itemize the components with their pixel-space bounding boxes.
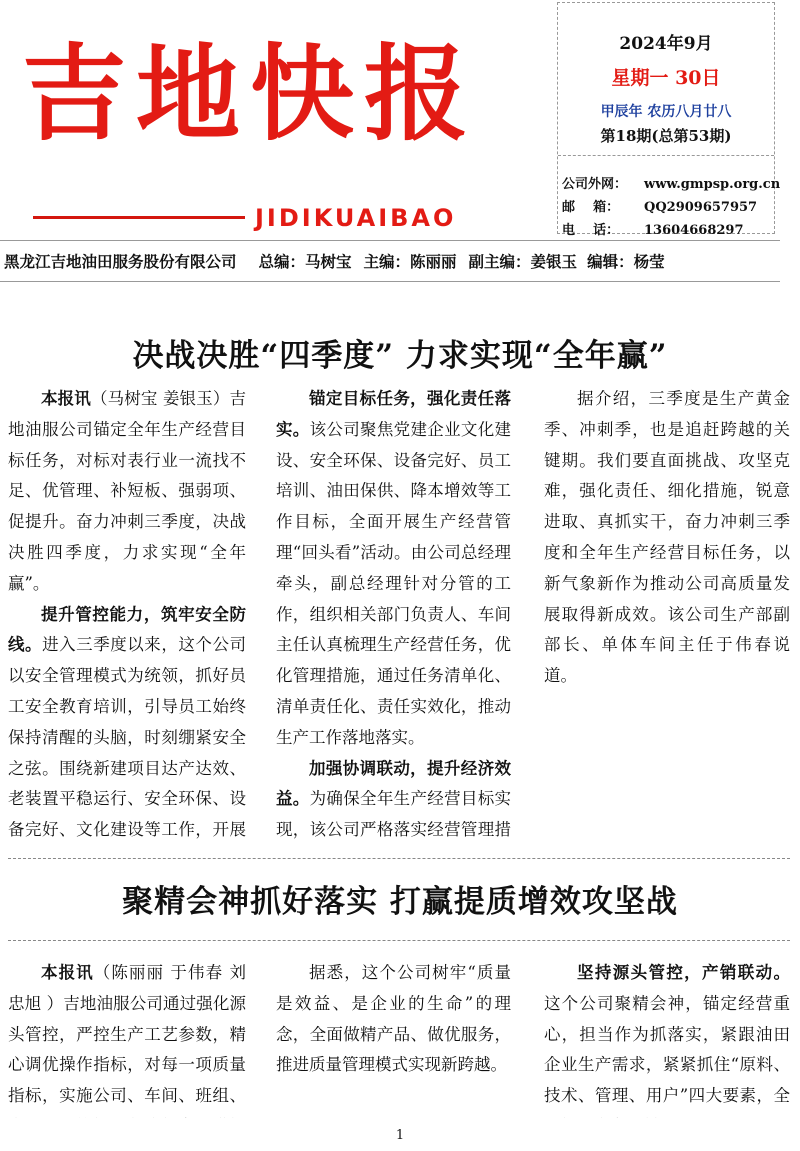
page-number: 1 [395, 1128, 405, 1143]
staff-bar [0, 240, 780, 282]
article1-lead-text: （马树宝 姜银玉）吉地油服公司锚定全年生产经营目标任务，对标对表行业一流找不足、优管理、补短板、强弱项、促提升。奋力冲刺三季度，决战决胜四季度，力求实现“全年赢”。 [8, 389, 246, 593]
newspaper-pinyin: JIDIKUAIBAO [255, 204, 457, 232]
phone-row [562, 219, 744, 238]
article2-column-2 [276, 958, 511, 1081]
article2-section2-body: 据悉，这个公司树牢“质量是效益、是企业的生命”的理念，全面做精产品、做优服务，推进质量管理模式实现新跨越。 [276, 963, 511, 1075]
article1-column-3 [544, 384, 790, 692]
article2-headline: 聚精会神抓好落实 打赢提质增效攻坚战 [122, 884, 678, 920]
issue-date: 2024年9月 [619, 34, 713, 54]
article1-section2-body: 进入三季度以来，这个公司以安全管理模式为统领，抓好员工安全教育培训，引导员工始终保持清醒的头脑，时刻绷紧安全之弦。围绕新建项目达产达效、老装置平稳运行、安全环保、设备完好、文化建设等工作，开展 [8, 635, 246, 840]
issue-number: 第18期(总第53期) [600, 127, 732, 145]
article-divider [8, 858, 790, 859]
masthead [0, 0, 800, 240]
article2-column-3 [544, 958, 790, 1118]
article2-lead-label: 本报讯 [41, 963, 94, 982]
website-value[interactable]: www.gmpsp.org.cn [644, 177, 781, 192]
article1-column-2 [276, 384, 511, 850]
company-name: 黑龙江吉地油田服务股份有限公司 [4, 252, 237, 271]
article1-section3-body: 该公司聚焦党建企业文化建设、安全环保、设备完好、员工培训、油田保供、降本增效等工作目标，全面开展生产经营管理“回头看”活动。由公司总经理牵头，副总经理针对分管的工作，组织相关部门负责人、车间主任认真梳理生产经营任务，优化管理措施，通过任务清单化、清单责任化、责任实效化，推动生产工作落地落实。 [276, 419, 511, 747]
phone-value: 13604668297 [644, 223, 744, 238]
chief-editor: 总编：马树宝 [258, 252, 352, 271]
website-label: 公司外网： [562, 177, 628, 192]
email-value[interactable]: QQ2909657957 [644, 200, 758, 215]
article1-section2-title: 提升管控能力，筑牢安全防线。 [8, 604, 246, 655]
email-label: 邮 箱： [562, 200, 620, 215]
article1-headline: 决战决胜“四季度” 力求实现“全年赢” [132, 338, 668, 374]
copy-editor: 编辑：杨莹 [587, 252, 665, 271]
article2-lead-text: （陈丽丽 于伟春 刘忠旭 ）吉地油服公司通过强化源头管控，严控生产工艺参数，精心调优操作指标，对每一项质量指标，实施公司、车间、班组、 [8, 963, 246, 1106]
article2-column-1 [8, 958, 246, 1118]
article2-section3-title: 坚持源头管控，产销联动。 [577, 963, 790, 982]
email-row [562, 196, 757, 215]
phone-label: 电 话： [562, 223, 620, 238]
article1-lead-label: 本报讯 [41, 389, 91, 408]
article2-top-divider [8, 940, 790, 941]
article1-section4-title: 加强协调联动，提升经济效益。 [276, 758, 511, 809]
issue-info-box [557, 2, 781, 238]
article2-section3-body: 这个公司聚精会神，锚定经营重心，担当作为抓落实，紧跟油田企业生产需求，紧紧抓住“原料、技术、管理、用户”四大要素，全 [544, 993, 790, 1106]
article1-column-1 [8, 384, 246, 850]
issue-weekday: 星期一 30日 [611, 67, 721, 89]
article1-section5-body: 据介绍，三季度是生产黄金季、冲刺季，也是追赶跨越的关键期。我们要直面挑战、攻坚克难，强化责任、细化措施，锐意进取、真抓实干，奋力冲刺三季度和全年生产经营目标任务，以新气象新作为推动公司高质量发展取得新成效。该公司生产部副部长、单体车间主任于伟春说道。 [544, 389, 790, 686]
article1-section4-body: 为确保全年生产经营目标实现，该公司严格落实经营管理措 [276, 789, 511, 840]
title-rule [33, 216, 245, 219]
website-row [562, 173, 780, 192]
editor: 主编：陈丽丽 [363, 252, 457, 271]
deputy-editor: 副主编：姜银玉 [468, 252, 578, 271]
article1-section3-title: 锚定目标任务，强化责任落实。 [276, 389, 511, 439]
lunar-date: 甲辰年 农历八月廿八 [600, 104, 732, 120]
info-divider [558, 155, 774, 156]
newspaper-title: 吉地快报 [22, 33, 479, 155]
